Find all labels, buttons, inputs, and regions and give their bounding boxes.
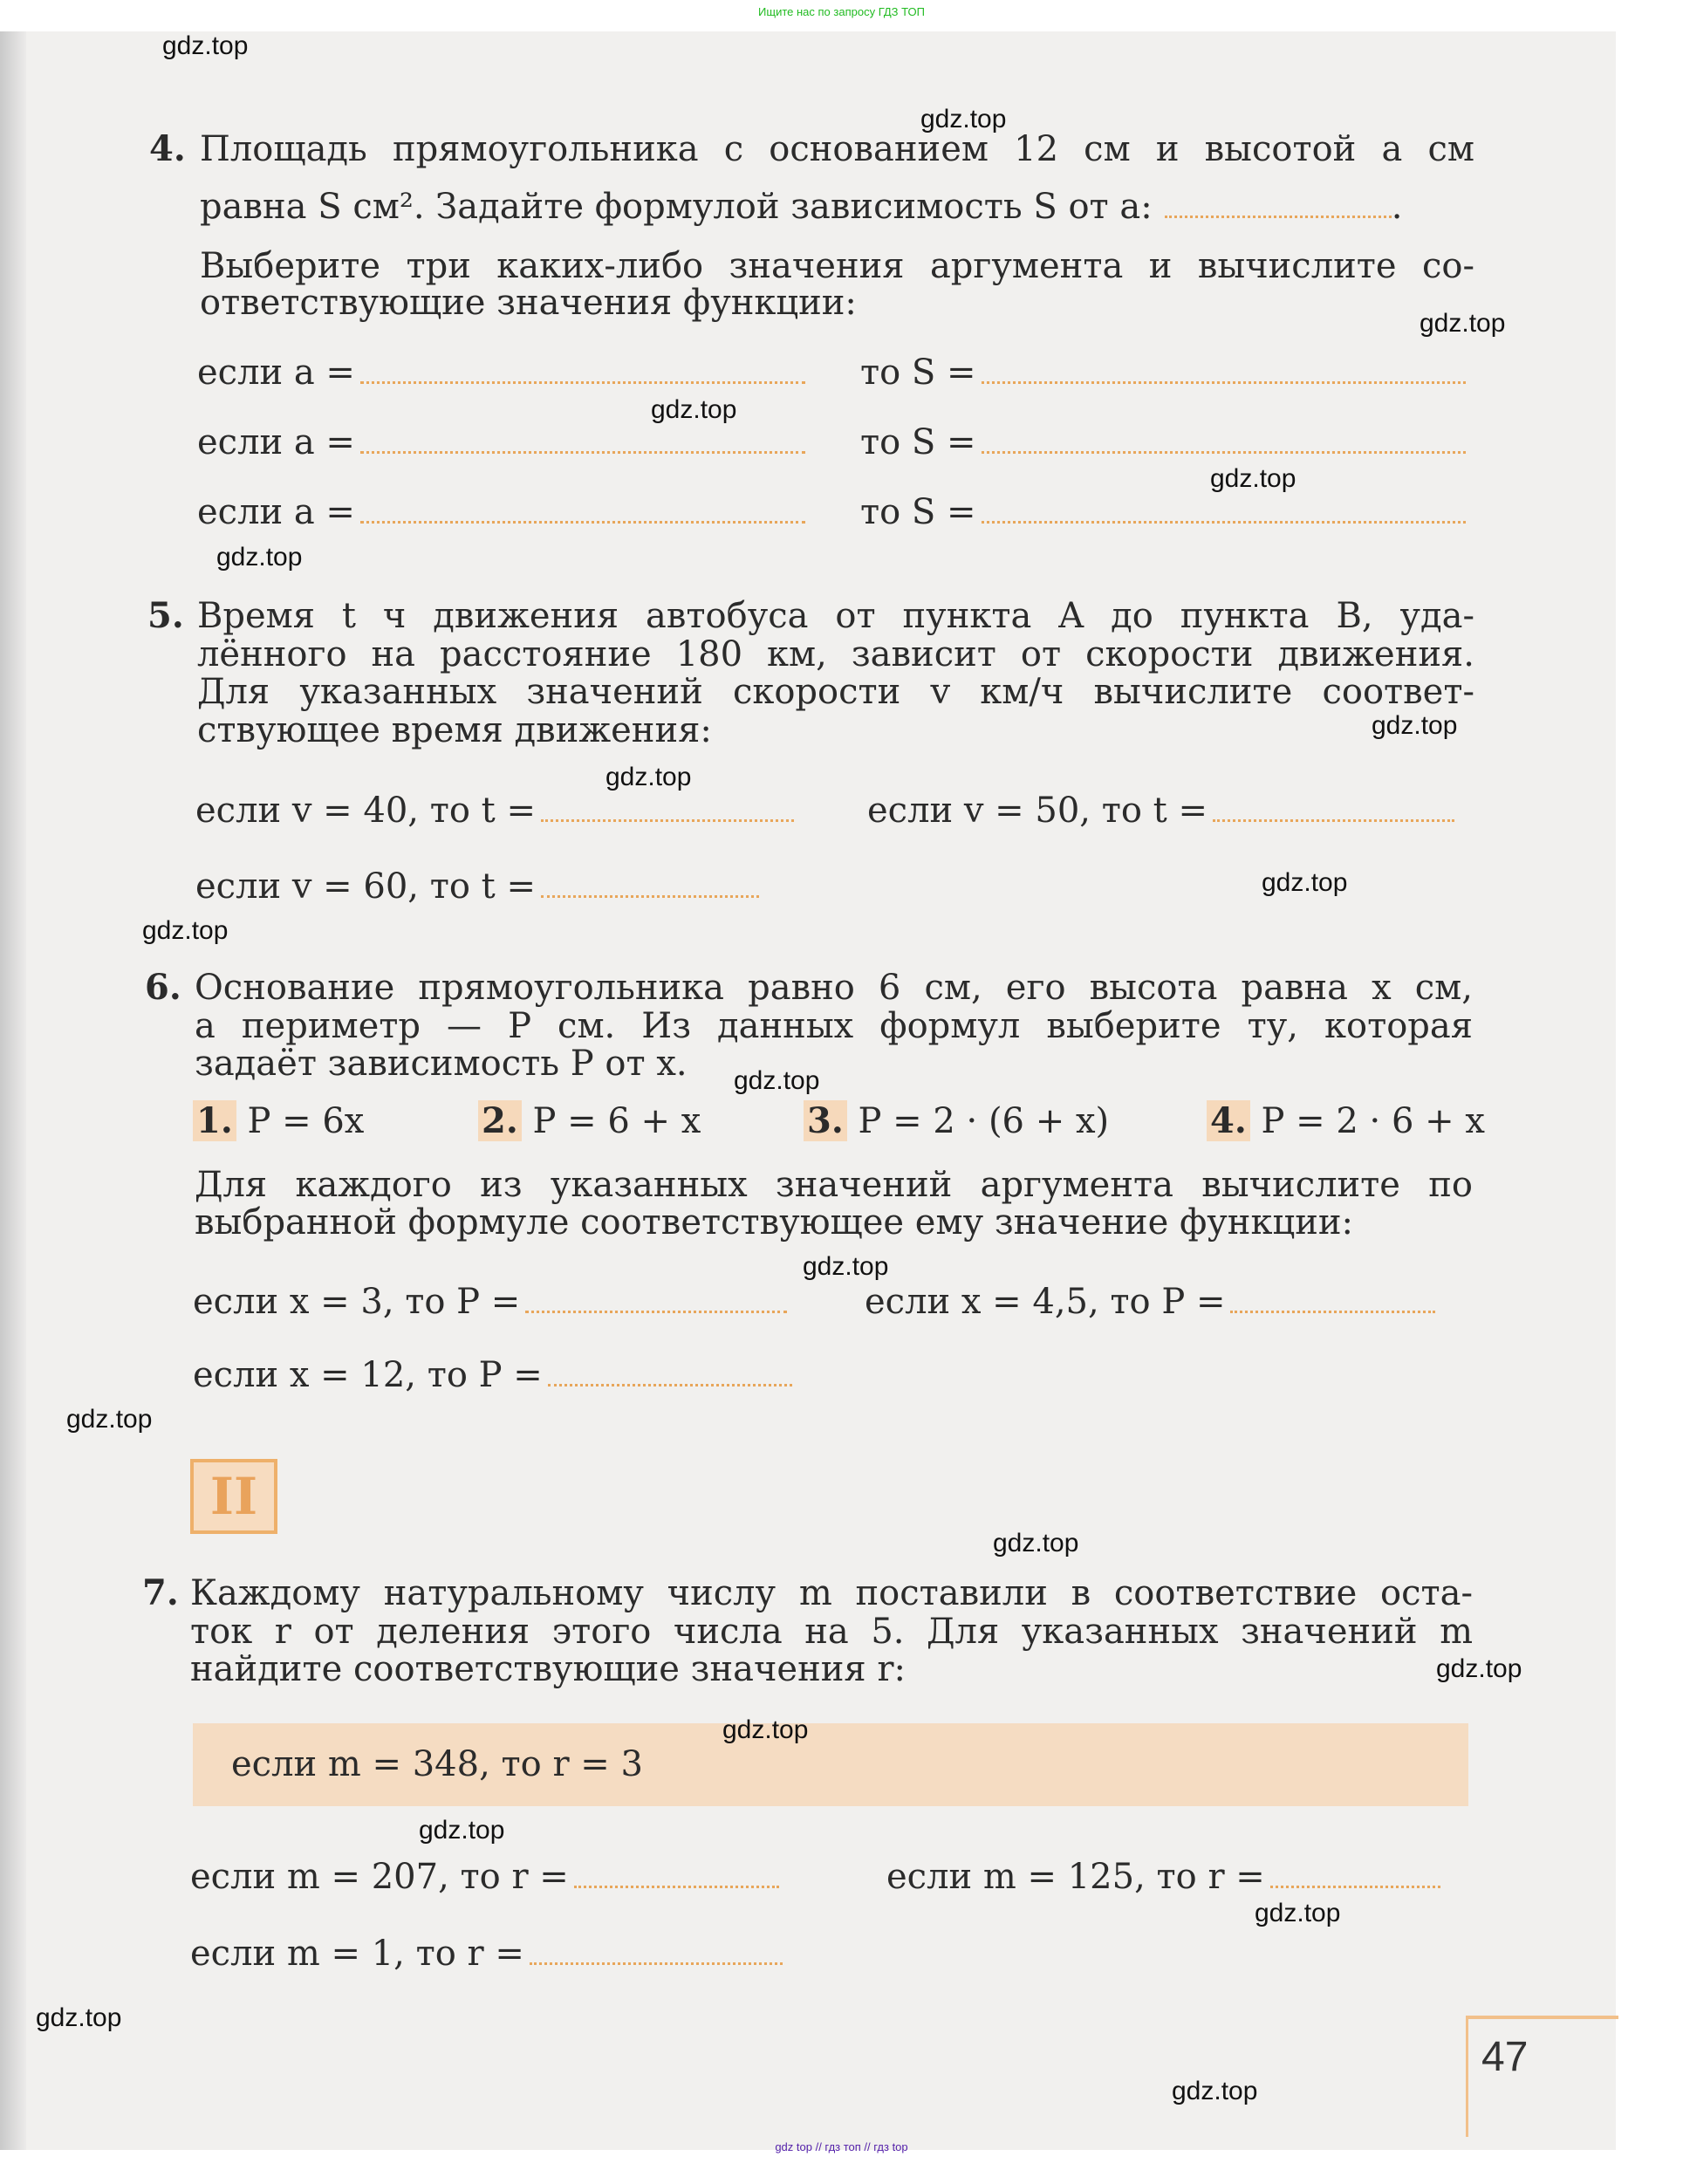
- watermark: gdz.top: [66, 1405, 153, 1434]
- formula-option-2[interactable]: [478, 1101, 701, 1141]
- answer-blank[interactable]: [1270, 1859, 1440, 1888]
- task-7-text: ток r от деления этого числа на 5. Для указанных значений m: [190, 1612, 1473, 1652]
- answer-blank[interactable]: [1230, 1284, 1435, 1313]
- watermark: gdz.top: [605, 763, 692, 791]
- row-label: то S =: [860, 492, 976, 532]
- watermark: gdz.top: [1172, 2077, 1258, 2105]
- answer-row: [197, 353, 805, 393]
- watermark: gdz.top: [734, 1066, 820, 1095]
- task-4-number: 4.: [149, 128, 186, 169]
- row-label: то S =: [860, 353, 976, 393]
- answer-row: [860, 422, 1466, 462]
- task-4-text: ответствующие значения функции:: [200, 283, 857, 323]
- option-formula: P = 2 · (6 + x): [858, 1101, 1110, 1141]
- watermark: gdz.top: [36, 2003, 122, 2032]
- task-5-text: Для указанных значений скорости v км/ч вычислите соответ-: [197, 672, 1474, 712]
- answer-row: [193, 1355, 792, 1395]
- option-number: 3.: [804, 1100, 847, 1141]
- task-4-text: Площадь прямоугольника с основанием 12 см и высотой a см: [200, 129, 1474, 169]
- watermark: gdz.top: [803, 1252, 889, 1281]
- option-formula: P = 6x: [247, 1101, 365, 1141]
- task-4-text: Выберите три каких-либо значения аргумента и вычислите со-: [200, 246, 1474, 286]
- answer-row: [860, 492, 1466, 532]
- answer-blank[interactable]: [541, 793, 794, 822]
- task-6-text: выбранной формуле соответствующее ему значение функции:: [195, 1202, 1353, 1243]
- row-label: если x = 3, то P =: [193, 1282, 521, 1322]
- answer-row: [860, 353, 1466, 393]
- option-number: 4.: [1207, 1100, 1250, 1141]
- watermark: gdz.top: [1372, 711, 1458, 740]
- answer-row: [193, 1282, 787, 1322]
- watermark: gdz.top: [1210, 464, 1296, 493]
- page-spine-shadow: [0, 31, 26, 2150]
- task-4-text: равна S см². Задайте формулой зависимость S от a: .: [200, 187, 1403, 227]
- row-label: если v = 50, то t =: [867, 791, 1208, 831]
- task-6-text: а периметр — P см. Из данных формул выберите ту, которая: [195, 1006, 1473, 1046]
- answer-blank[interactable]: [1213, 793, 1454, 822]
- row-label: если a =: [197, 422, 355, 462]
- watermark: gdz.top: [1255, 1899, 1341, 1927]
- option-formula: P = 2 · 6 + x: [1261, 1101, 1485, 1141]
- option-formula: P = 6 + x: [532, 1101, 701, 1141]
- watermark: gdz.top: [920, 105, 1007, 134]
- answer-row: [195, 791, 794, 831]
- answer-row: [195, 866, 759, 907]
- example-row: если m = 348, то r = 3: [231, 1744, 643, 1784]
- section-marker: II: [190, 1459, 277, 1534]
- row-label: если v = 40, то t =: [195, 791, 536, 831]
- watermark: gdz.top: [1262, 868, 1348, 897]
- watermark: gdz.top: [993, 1529, 1079, 1558]
- formula-option-4[interactable]: [1207, 1101, 1485, 1141]
- row-label: если a =: [197, 353, 355, 393]
- footer-links[interactable]: gdz top // гдз топ // гдз top: [775, 2140, 908, 2153]
- row-label: если m = 1, то r =: [190, 1934, 524, 1974]
- option-number: 1.: [193, 1100, 236, 1141]
- answer-blank[interactable]: [360, 495, 805, 524]
- watermark: gdz.top: [651, 395, 737, 424]
- watermark: gdz.top: [1436, 1654, 1522, 1683]
- task-7-text: Каждому натуральному числу m поставили в соответствие оста-: [190, 1573, 1473, 1613]
- answer-row: [886, 1857, 1440, 1897]
- row-label: если v = 60, то t =: [195, 866, 536, 907]
- answer-blank[interactable]: [982, 425, 1466, 454]
- answer-blank[interactable]: [548, 1358, 792, 1386]
- watermark: gdz.top: [1420, 309, 1506, 338]
- row-label: если x = 12, то P =: [193, 1355, 543, 1395]
- watermark: gdz.top: [162, 31, 249, 60]
- answer-blank[interactable]: [525, 1284, 787, 1313]
- answer-row: [190, 1934, 783, 1974]
- watermark: gdz.top: [722, 1715, 809, 1744]
- task-5-text: Время t ч движения автобуса от пункта A до пункта B, уда-: [197, 596, 1474, 636]
- answer-row: [867, 791, 1454, 831]
- task-6-text: Основание прямоугольника равно 6 см, его высота равна x см,: [195, 968, 1473, 1008]
- answer-blank[interactable]: [360, 355, 805, 384]
- task-6-text: Для каждого из указанных значений аргумента вычислите по: [195, 1165, 1473, 1205]
- task-6-text: задаёт зависимость P от x.: [195, 1044, 688, 1084]
- row-label: то S =: [860, 422, 976, 462]
- formula-option-3[interactable]: [804, 1101, 1109, 1141]
- task-7-text: найдите соответствующие значения r:: [190, 1649, 906, 1689]
- answer-row: [197, 492, 805, 532]
- task-4-text-line: равна S см². Задайте формулой зависимость S от a:: [200, 187, 1153, 227]
- answer-row: [190, 1857, 779, 1897]
- answer-blank[interactable]: [541, 869, 759, 898]
- answer-blank[interactable]: [574, 1859, 779, 1888]
- page-number: 47: [1481, 2034, 1529, 2080]
- task-5-text: ствующее время движения:: [197, 710, 712, 750]
- option-number: 2.: [478, 1100, 522, 1141]
- formula-option-1[interactable]: [193, 1101, 364, 1141]
- answer-row: [197, 422, 805, 462]
- row-label: если x = 4,5, то P =: [865, 1282, 1226, 1322]
- task-5-text: лённого на расстояние 180 км, зависит от скорости движения.: [197, 634, 1474, 674]
- row-label: если a =: [197, 492, 355, 532]
- top-banner[interactable]: Ищите нас по запросу ГДЗ ТОП: [758, 5, 925, 18]
- answer-blank[interactable]: [360, 425, 805, 454]
- row-label: если m = 207, то r =: [190, 1857, 569, 1897]
- row-label: если m = 125, то r =: [886, 1857, 1265, 1897]
- task-6-number: 6.: [145, 967, 181, 1008]
- answer-row: [865, 1282, 1435, 1322]
- task-5-number: 5.: [147, 595, 184, 636]
- answer-blank[interactable]: [530, 1936, 783, 1965]
- watermark: gdz.top: [419, 1816, 505, 1845]
- answer-blank[interactable]: [1165, 189, 1392, 218]
- watermark: gdz.top: [216, 543, 303, 572]
- answer-blank[interactable]: [982, 495, 1466, 524]
- answer-blank[interactable]: [982, 355, 1466, 384]
- task-7-number: 7.: [142, 1572, 179, 1613]
- watermark: gdz.top: [142, 916, 229, 945]
